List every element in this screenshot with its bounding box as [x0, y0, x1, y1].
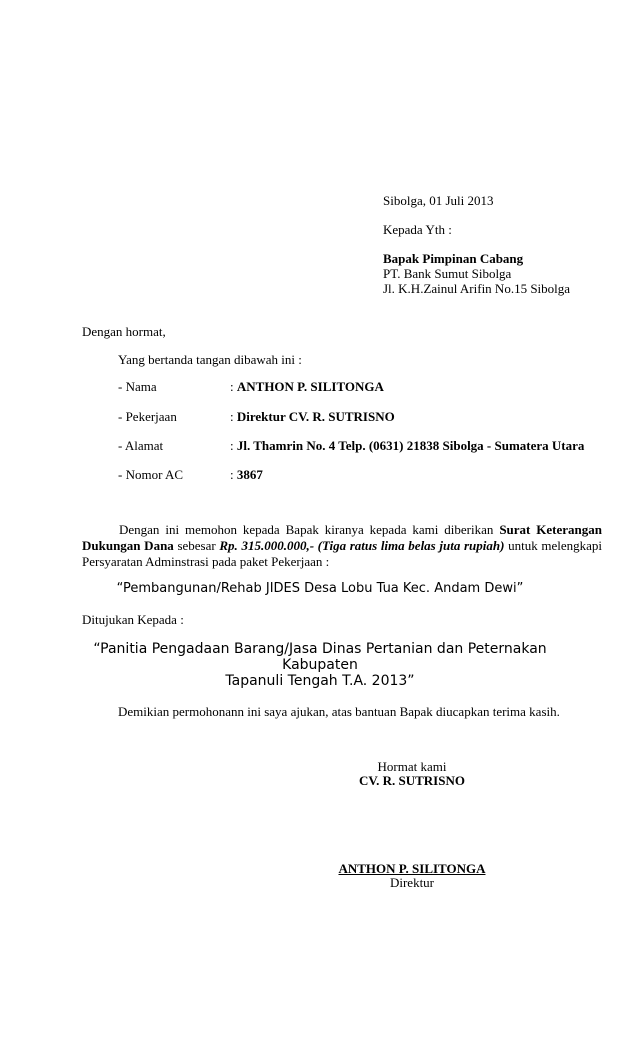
field-sep: : [230, 438, 234, 453]
project-title: “Pembangunan/Rehab JIDES Desa Lobu Tua Kec. Andam Dewi” [116, 581, 524, 596]
salutation: Dengan hormat, [82, 324, 166, 339]
field-row-nama [118, 379, 384, 395]
place-date: Sibolga, 01 Juli 2013 [383, 193, 494, 208]
field-label: - Alamat [118, 438, 164, 453]
company-name: CV. R. SUTRISNO [359, 773, 465, 788]
recipient-org: PT. Bank Sumut Sibolga [383, 266, 512, 281]
recipient-address: Jl. K.H.Zainul Arifin No.15 Sibolga [383, 281, 571, 296]
field-row-nomor-ac [118, 467, 263, 483]
closing-text: Demikian permohonann ini saya ajukan, atas bantuan Bapak diucapkan terima kasih. [118, 704, 560, 719]
field-label: - Pekerjaan [118, 409, 177, 424]
field-row-alamat [118, 438, 584, 454]
field-value: Jl. Thamrin No. 4 Telp. (0631) 21838 Sibolga - Sumatera Utara [236, 438, 585, 453]
field-row-pekerjaan [118, 409, 395, 425]
body-emphasis: Surat Keterangan Dukungan Dana [82, 522, 602, 553]
field-label: - Nomor AC [118, 467, 183, 482]
field-sep: : [230, 379, 234, 394]
addressed-label: Ditujukan Kepada : [82, 612, 184, 627]
addressee-line-1: “Panitia Pengadaan Barang/Jasa Dinas Pertanian dan Peternakan [93, 641, 547, 657]
signer-title: Direktur [389, 875, 435, 890]
body-text: Dengan ini memohon kepada Bapak kiranya kepada kami diberikan [119, 522, 500, 537]
body-paragraph [82, 522, 602, 570]
addressee-line-2: Kabupaten [282, 657, 358, 673]
addressee-line-3: Tapanuli Tengah T.A. 2013” [225, 673, 415, 689]
field-label: - Nama [118, 379, 157, 394]
body-text: sebesar [173, 538, 220, 553]
intro-text: Yang bertanda tangan dibawah ini : [118, 352, 302, 367]
field-value: ANTHON P. SILITONGA [236, 379, 384, 394]
amount-text: Rp. 315.000.000,- (Tiga ratus lima belas juta rupiah) [219, 538, 505, 553]
to-label: Kepada Yth : [383, 222, 452, 237]
signer-name: ANTHON P. SILITONGA [338, 861, 486, 876]
field-sep: : [230, 409, 234, 424]
field-value: 3867 [236, 467, 263, 482]
body-text: untuk melengkapi Persyaratan Adminstrasi pada paket Pekerjaan : [82, 538, 603, 569]
recipient-title: Bapak Pimpinan Cabang [383, 251, 524, 266]
field-sep: : [230, 467, 234, 482]
field-value: Direktur CV. R. SUTRISNO [236, 409, 395, 424]
regards: Hormat kami [377, 759, 447, 774]
